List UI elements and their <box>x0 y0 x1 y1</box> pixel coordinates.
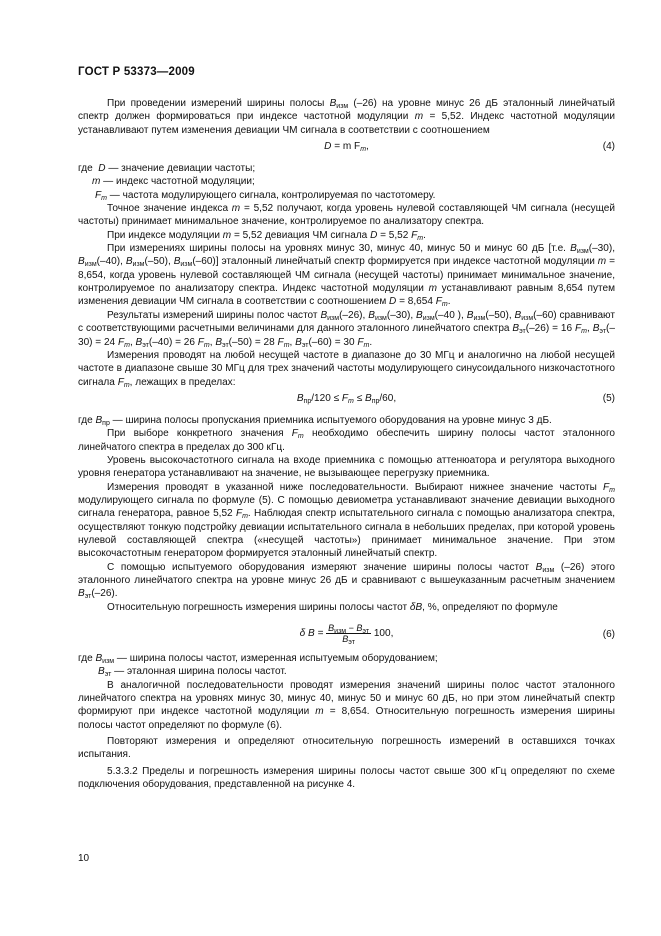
legend: m — индекс частотной модуляции; <box>92 176 255 188</box>
page-header: ГОСТ Р 53373—2009 <box>78 66 195 78</box>
paragraph: Повторяют измерения и определяют относительную погрешность измерений в оставшихся точках испытания. <box>78 736 615 761</box>
paragraph: Относительную погрешность измерения ширины полосы частот δB, %, определяют по формуле <box>107 601 558 613</box>
legend: $F_m$ — частота модулирующего сигнала, контролируемая по частотомеру. <box>95 189 436 202</box>
paragraph: Уровень высокочастотного сигнала на входе приемника с помощью аттенюатора и регулятора выходного уровня генератора устанавливают на значение, не вызывающее перегрузку приемника. <box>78 454 615 480</box>
equation-4: D = m $F_m$, (4) <box>324 141 615 154</box>
paragraph: Измерения проводят на любой несущей частоте в диапазоне до 30 МГц и аналогично на любой несущей частоте в диапазоне свыше 30 МГц для трех значений частоты модулирующего синусоидального низкочастотного сигнала $F_m$, лежащих в пределах: <box>78 349 615 389</box>
paragraph: При индексе модуляции m = 5,52 девиация ЧМ сигнала D = 5,52 $F_m$. <box>107 229 426 242</box>
paragraph: При измерениях ширины полосы на уровнях минус 30, минус 40, минус 50 и минус 60 дБ [т.е. $B_{изм}(-30)$, $B_{изм}(-40)$, $B_{изм}(-50)$, $B_{изм}(-60)$] эталонный линейчатый спектр формируется при индексе частотной модуляции m = 8,654, когда уровень нулевой составляющей ЧМ сигнала (несущей частоты) принимает минимальное значение, контролируемое по анализатору спектра. Индекс частотной модуляции m устанавливают равным 8,654 путем изменения девиации ЧМ сигнала в соответствии с соотношением D = 8,654 $F_m$. <box>78 243 615 309</box>
paragraph: При выборе конкретного значения $F_m$ необходимо обеспечить ширину полосы частот эталонного линейчатого спектра в пределах до 300 кГц. <box>78 428 616 453</box>
paragraph: В аналогичной последовательности проводят измерения значений ширины полос частот эталонного линейчатого спектра на уровнях минус 30, минус 40, минус 50 и минус 60 дБ, но при этом линейчатый спектр формируют при индексе частотной модуляции m = 8,654. Относительную погрешность измерения ширины полосы частот определяют по формуле (6). <box>78 679 615 731</box>
equation-5: $B_{пр}/120 \le F_m \le B_{пр}/60$, (5) <box>296 392 615 405</box>
page-number: 10 <box>78 853 90 864</box>
fraction: $\frac{B_{изм} - B_{эт}}{B_{эт}}$ <box>328 623 370 647</box>
legend: где D — значение девиации частоты; <box>78 163 256 175</box>
paragraph: Результаты измерений ширины полос частот $B_{изм}(-26)$, $B_{изм}(-30)$, $B_{изм}(-40$ ), $B_{изм}(-50)$, $B_{изм}(-60)$ сравнивают с соответствующими расчетными величинами для данного эталонного линейчатого спектра $B_{эт}(-26) = 16$ $F_m$, $B_{эт}(-30) = 24$ $F_m$, $B_{эт}(-40) = 26$ $F_m$, $B_{эт}(-50) = 28$ $F_m$, $B_{эт}(-60) = 30$ $F_m$. <box>78 309 615 349</box>
legend: $B_{эт}$ — эталонная ширина полосы частот. <box>98 666 287 679</box>
paragraph: При проведении измерений ширины полосы $B_{изм}$ (–26) на уровне минус 26 дБ эталонный линейчатый спектр должен формироваться при индексе частотной модуляции m = 5,52. Индекс частотной модуляции устанавливают путем изменения девиации ЧМ сигнала в соответствии с соотношением <box>78 98 616 136</box>
legend: где $B_{пр}$ — ширина полосы пропускания приемника испытуемого оборудования на уровне минус 3 дБ. <box>78 414 552 427</box>
paragraph: Точное значение индекса m = 5,52 получают, когда уровень нулевой составляющей ЧМ сигнала (несущей частоты) принимает минимальное значение, контролируемое по анализатору спектра. <box>78 203 615 228</box>
equation-6: δ B = $\frac{B_{изм} - B_{эт}}{B_{эт}}$ 100, (6) <box>299 623 615 647</box>
paragraph: 5.3.3.2 Пределы и погрешность измерения ширины полосы частот свыше 300 кГц определяют по схеме подключения оборудования, представленной на рисунке 4. <box>78 765 615 791</box>
document-body <box>78 97 615 791</box>
legend: где $B_{изм}$ — ширина полосы частот, измеренная испытуемым оборудованием; <box>78 653 438 666</box>
paragraph: Измерения проводят в указанной ниже последовательности. Выбирают нижнее значение частоты $F_m$ модулирующего сигнала по формуле (5). С помощью девиометра устанавливают значение девиации выходного сигнала генератора, равное 5,52 $F_m$. Наблюдая спектр испытательного сигнала с помощью анализатора спектра, осуществляют тонкую подстройку девиации испытательного сигнала в небольших пределах, при которой уровень нулевой составляющей спектра («несущей частоты») принимает минимальное значение. При этом высокочастотным генератором формируется эталонный линейчатый спектр. <box>78 481 616 560</box>
paragraph: С помощью испытуемого оборудования измеряют значение ширины полосы частот $B_{изм}$ (–26) этого эталонного линейчатого спектра на уровне минус 26 дБ и сравнивают с вышеуказанным расчетным значением $B_{эт}(-26)$. <box>78 561 615 601</box>
